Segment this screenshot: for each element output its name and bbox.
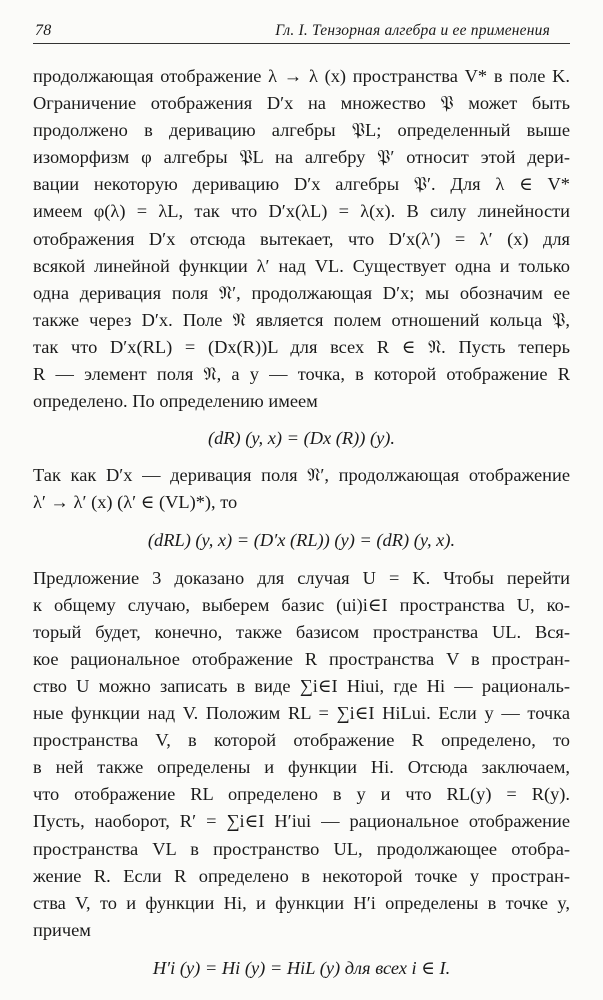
text-line: изоморфизм φ алгебры 𝔓L на алгебру 𝔓′ относит этой дери- (33, 147, 570, 168)
text-line: вации некоторую деривацию D′x алгебры 𝔓′. Для λ ∈ V* (33, 174, 570, 195)
page-body (33, 63, 570, 982)
running-header (33, 22, 570, 44)
text-line: Пусть, наоборот, R′ = ∑i∈I H′iui — рациональное отображение (33, 811, 570, 832)
text-line: Ограничение отображения D′x на множество 𝔓 может быть (33, 93, 570, 114)
text-line: кое рациональное отображение R пространства V в простран- (33, 648, 570, 669)
text-line: Так как D′x — деривация поля 𝔑′, продолжающая отображение (33, 465, 570, 486)
text-line: к общему случаю, выберем базис (ui)i∈I пространства U, ко- (33, 594, 570, 615)
text-line: ные функции над V. Положим RL = ∑i∈I HiLui. Если y — точка (33, 703, 570, 724)
text-line: также через D′x. Поле 𝔑 является полем отношений кольца 𝔓, (33, 309, 570, 330)
text-line: что отображение RL определено в y и что RL(y) = R(y). (33, 784, 570, 805)
text-line: ство U можно записать в виде ∑i∈I Hiui, где Hi — рациональ- (33, 675, 570, 696)
text-line: отображения D′x отсюда вытекает, что D′x(λ′) = λ′ (x) для (33, 228, 570, 249)
text-line: жение R. Если R определено в некоторой точке y простран- (33, 865, 570, 886)
equation-2: (dRL) (y, x) = (D′x (RL)) (y) = (dR) (y, x). (147, 529, 456, 550)
text-line: ства V, то и функции Hi, и функции H′i определены в точке y, (33, 892, 570, 913)
text-line: имеем φ(λ) = λL, так что D′x(λL) = λ(x). В силу линейности (33, 201, 570, 222)
page-number: 78 (35, 22, 52, 39)
text-line: торый будет, конечно, также базисом пространства UL. Вся- (33, 621, 570, 642)
text-line: продолжающая отображение λ → λ (x) пространства V* в поле K. (33, 66, 570, 86)
text-line: так что D′x(RL) = (Dx(R))L для всех R ∈ 𝔑. Пусть теперь (33, 336, 570, 357)
equation-1: (dR) (y, x) = (Dx (R)) (y). (207, 428, 395, 449)
text-line: причем (33, 919, 91, 940)
text-line: одна деривация поля 𝔑′, продолжающая D′x; мы обозначим ее (33, 282, 570, 303)
equation-3: H′i (y) = Hi (y) = HiL (y) для всех i ∈ I. (152, 957, 451, 978)
text-line: всякой линейной функции λ′ над VL. Существует одна и только (33, 255, 570, 276)
text-line: Предложение 3 доказано для случая U = K. Чтобы перейти (33, 567, 570, 588)
paragraph-1 (33, 63, 570, 415)
paragraph-2 (33, 462, 570, 516)
text-line: пространства VL в пространство UL, продолжающее отобра- (33, 838, 570, 859)
text-line: R — элемент поля 𝔑, а y — точка, в которой отображение R (33, 364, 570, 385)
running-title: Гл. I. Тензорная алгебра и ее применения (275, 22, 550, 39)
text-line: λ′ → λ′ (x) (λ′ ∈ (VL)*), то (33, 492, 238, 513)
paragraph-3 (33, 565, 570, 944)
text-line: в ней также определены и функции Hi. Отсюда заключаем, (33, 757, 570, 778)
book-page (33, 22, 570, 982)
text-line: определено. По определению имеем (33, 391, 318, 412)
text-line: продолжено в деривацию алгебры 𝔓L; определенный выше (33, 120, 570, 141)
text-line: пространства V, в которой отображение R определено, то (33, 730, 570, 751)
